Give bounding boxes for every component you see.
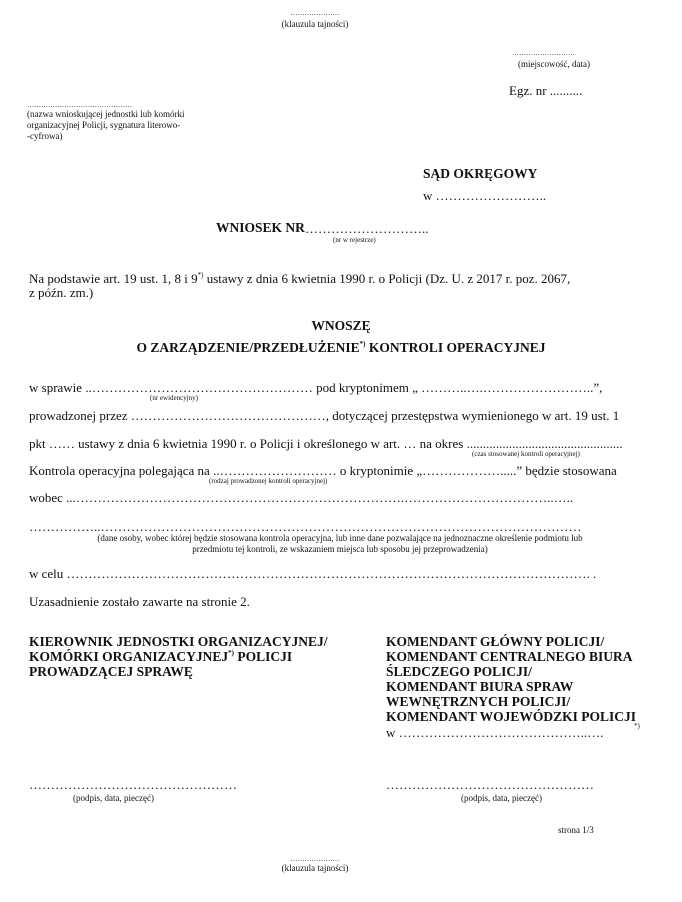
period-line: pkt …… ustawy z dnia 6 kwietnia 1990 r. o Policji i określonego w art. … na okres ................................................: [29, 436, 623, 451]
request-title: WNIOSEK NR: [216, 220, 305, 235]
legal-basis-line-1: Na podstawie art. 19 ust. 1, 8 i 9*) ustawy z dnia 6 kwietnia 1990 r. o Policji (Dz. U. z 2017 r. poz. 2067,: [29, 271, 571, 286]
right-signatory-footnote-mark: *): [634, 722, 640, 730]
unit-label-line-1: (nazwa wnioskującej jednostki lub komórki: [27, 109, 185, 119]
place-date-label: (miejscowość, data): [518, 59, 590, 69]
case-number-label: (nr ewidencyjny): [150, 394, 199, 402]
against-line: wobec ...………………………………………………………………….……………………………..…..: [29, 490, 574, 505]
unit-label-line-3: -cyfrowa): [27, 131, 63, 141]
unit-label-line-2: organizacyjnej Policji, sygnatura literowo-: [27, 120, 181, 130]
subject-label-line-1: (dane osoby, wobec której będzie stosowana kontrola operacyjna, lub inne dane pozwalające na jednoznaczne określenie podmiotu lub: [97, 533, 583, 543]
right-signatory-line-4: KOMENDANT BIURA SPRAW: [386, 679, 574, 694]
left-signatory-line-1: KIEROWNIK JEDNOSTKI ORGANIZACYJNEJ/: [29, 634, 328, 649]
court-title: SĄD OKRĘGOWY: [423, 166, 538, 181]
purpose-line: w celu …………………………………………………………………………………………………………. .: [29, 566, 597, 581]
header-classification-dots: …………………: [290, 9, 340, 17]
right-signatory-line-2: KOMENDANT CENTRALNEGO BIURA: [386, 649, 633, 664]
right-signature-label: (podpis, data, pieczęć): [461, 793, 542, 803]
right-signatory-line-1: KOMENDANT GŁÓWNY POLICJI/: [386, 634, 605, 649]
footer-classification-label: (klauzula tajności): [281, 863, 349, 873]
header-classification-label: (klauzula tajności): [281, 19, 349, 29]
left-signature-label: (podpis, data, pieczęć): [73, 793, 154, 803]
heading-subject: O ZARZĄDZENIE/PRZEDŁUŻENIE*) KONTROLI OPERACYJNEJ: [136, 340, 546, 355]
place-date-dots: ………………………: [512, 49, 575, 57]
court-location: w ……………………..: [423, 188, 547, 203]
footer-classification-dots: …………………: [290, 855, 340, 863]
right-signatory-line-3: ŚLEDCZEGO POLICJI/: [386, 664, 532, 679]
conducted-by-line: prowadzonej przez ………………………………………, dotyczącej przestępstwa wymienionego w art. 19 ust. 1: [29, 408, 620, 423]
subject-dots-line: ……………..…………………………………………………………………………………………………: [29, 519, 582, 534]
right-signatory-location: w ……………………………………..….: [386, 725, 604, 740]
page-number: strona 1/3: [558, 825, 594, 835]
copy-number: Egz. nr ..........: [509, 83, 583, 98]
left-signatory-line-2: KOMÓRKI ORGANIZACYJNEJ*) POLICJI: [29, 649, 293, 664]
subject-label-line-2: przedmiotu tej kontroli, ze wskazaniem miejsca lub sposobu jej przeprowadzenia): [192, 544, 488, 554]
period-label: (czas stosowanej kontroli operacyjnej): [472, 450, 580, 458]
control-type-label: (rodzaj prowadzonej kontroli operacyjnej): [209, 477, 328, 485]
unit-dots: ………………………………………: [27, 101, 132, 109]
right-signature-dots: …………………………………………: [386, 777, 594, 792]
request-number-dots: ………………………..: [305, 221, 429, 236]
control-type-line: Kontrola operacyjna polegająca na ..……………………… o kryptonimie „……………….....” będzie stosowana: [29, 463, 617, 478]
request-number-label: (nr w rejestrze): [333, 236, 376, 244]
justification-note: Uzasadnienie zostało zawarte na stronie 2.: [29, 594, 250, 609]
legal-basis-line-2: z późn. zm.): [29, 285, 94, 300]
left-signature-dots: …………………………………………: [29, 777, 237, 792]
right-signatory-line-5: WEWNĘTRZNYCH POLICJI/: [386, 694, 571, 709]
left-signatory-line-3: PROWADZĄCEJ SPRAWĘ: [29, 664, 193, 679]
case-line: w sprawie ..…………………………………………… pod kryptonimem „ ………..….……………………..”,: [29, 380, 603, 395]
heading-request: WNOSZĘ: [311, 318, 371, 333]
right-signatory-line-6: KOMENDANT WOJEWÓDZKI POLICJI: [386, 709, 637, 724]
